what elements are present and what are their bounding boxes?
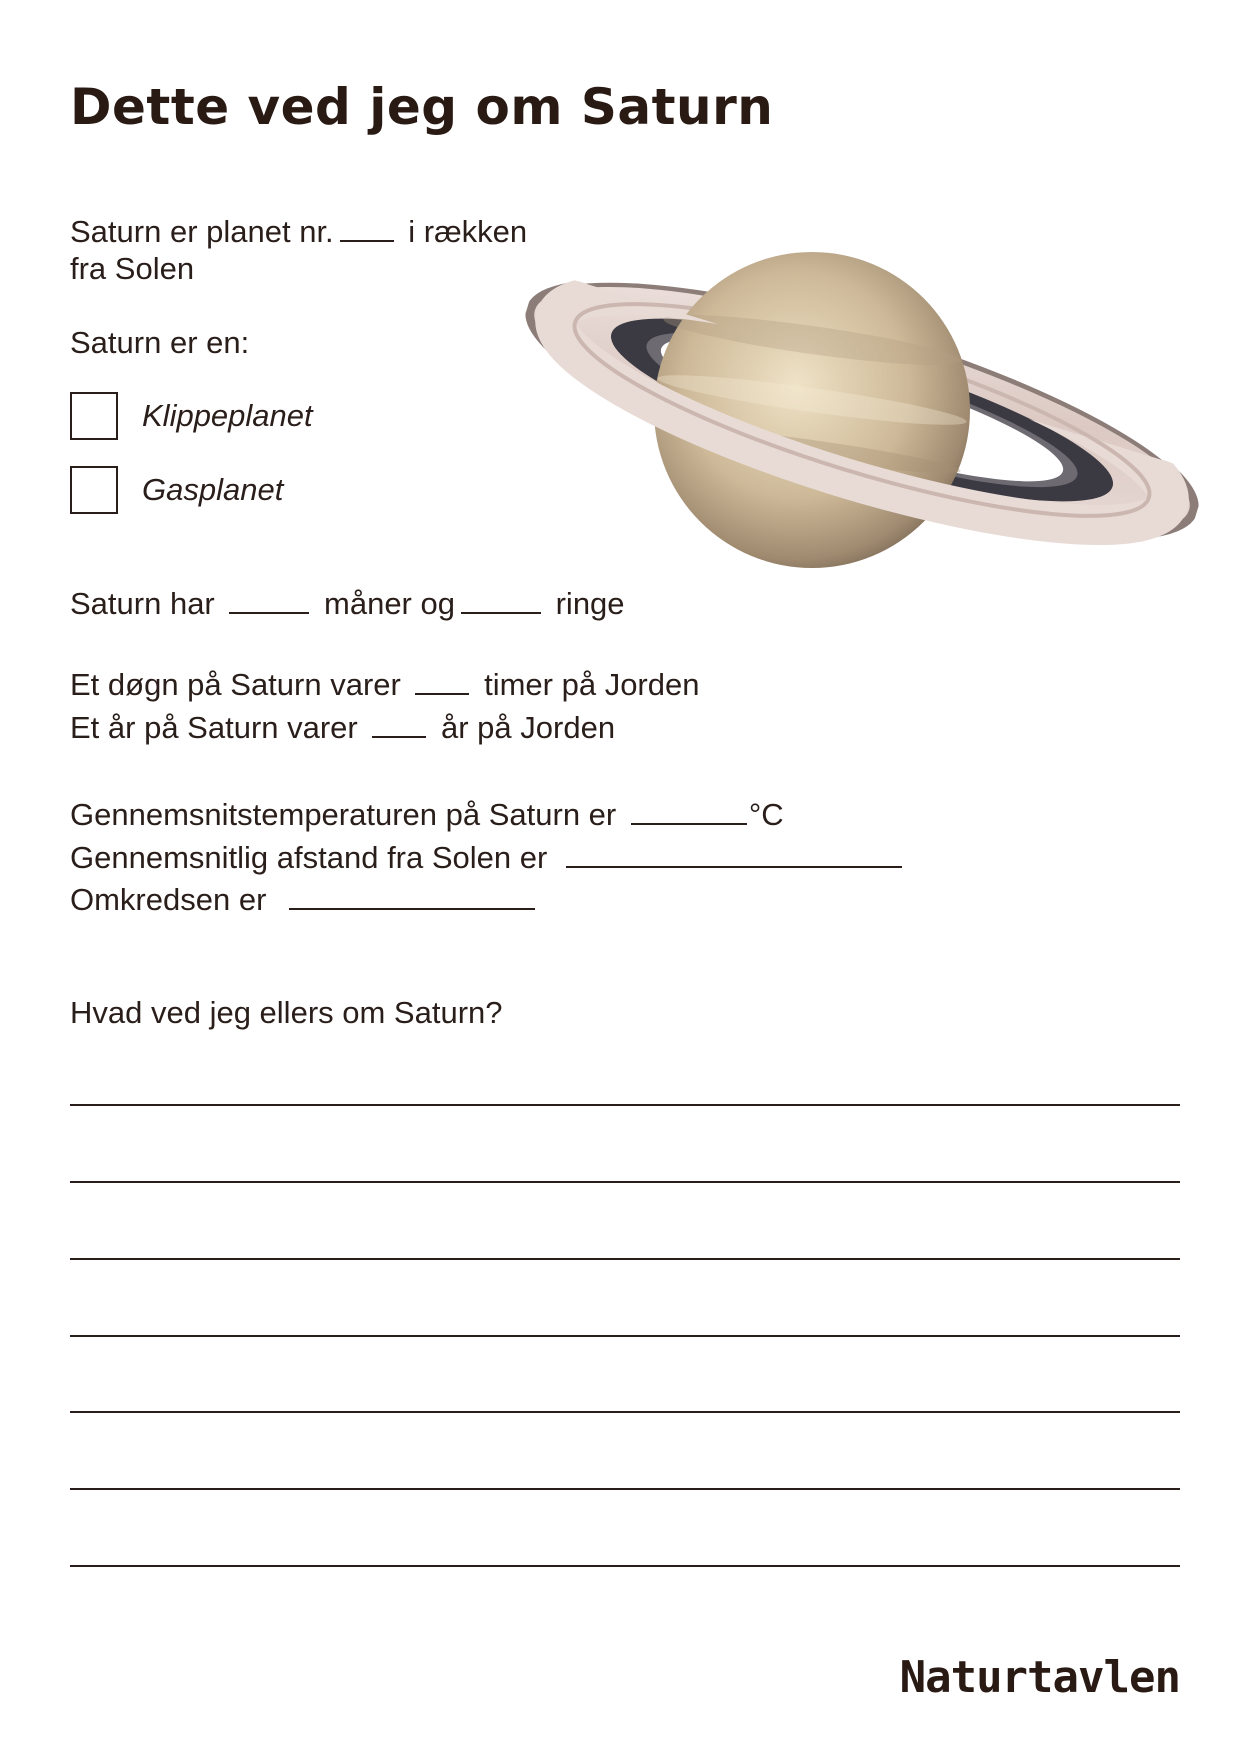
writing-line[interactable] (70, 1335, 1180, 1337)
writing-line[interactable] (70, 1488, 1180, 1490)
question-text: år på Jorden (441, 710, 616, 745)
writing-line[interactable] (70, 1104, 1180, 1106)
question-moons-rings (70, 585, 625, 623)
writing-line[interactable] (70, 1565, 1180, 1567)
question-planet-number (70, 213, 527, 251)
answer-blank-moons[interactable] (229, 586, 309, 614)
question-text: måner og (324, 586, 455, 621)
question-other-facts: Hvad ved jeg ellers om Saturn? (70, 995, 503, 1030)
writing-line[interactable] (70, 1258, 1180, 1260)
page-title: Dette ved jeg om Saturn (70, 78, 774, 136)
checkbox-gasplanet[interactable] (70, 466, 118, 514)
question-text: i rækken (408, 214, 528, 249)
question-text: Saturn har (70, 586, 215, 621)
question-year-length (70, 709, 615, 747)
writing-line[interactable] (70, 1411, 1180, 1413)
question-circumference (70, 881, 541, 919)
brand-logo: Naturtavlen (899, 1652, 1180, 1703)
question-planet-number-line2: fra Solen (70, 251, 195, 286)
answer-blank-distance[interactable] (566, 840, 902, 868)
question-type-label: Saturn er en: (70, 325, 250, 360)
question-text: Et år på Saturn varer (70, 710, 358, 745)
option-label: Klippeplanet (142, 398, 313, 433)
option-klippeplanet[interactable] (70, 392, 313, 440)
question-text: Et døgn på Saturn varer (70, 667, 401, 702)
question-distance (70, 839, 908, 877)
question-day-length (70, 666, 699, 704)
answer-blank[interactable] (340, 214, 394, 242)
answer-blank-day[interactable] (415, 667, 469, 695)
option-label: Gasplanet (142, 472, 284, 507)
saturn-planet-illustration (512, 250, 1212, 570)
question-text: Gennemsnitstemperaturen på Saturn er (70, 797, 617, 832)
question-text: Saturn er planet nr. (70, 214, 334, 249)
question-text: timer på Jorden (484, 667, 700, 702)
answer-blank-circumference[interactable] (289, 882, 535, 910)
question-text: Omkredsen er (70, 882, 267, 917)
unit-label: °C (748, 797, 784, 832)
answer-blank-rings[interactable] (461, 586, 541, 614)
answer-blank-temperature[interactable] (631, 797, 747, 825)
question-temperature (70, 796, 784, 834)
answer-blank-year[interactable] (372, 710, 426, 738)
question-text: ringe (555, 586, 625, 621)
option-gasplanet[interactable] (70, 466, 283, 514)
writing-line[interactable] (70, 1181, 1180, 1183)
checkbox-klippeplanet[interactable] (70, 392, 118, 440)
question-text: Gennemsnitlig afstand fra Solen er (70, 840, 548, 875)
